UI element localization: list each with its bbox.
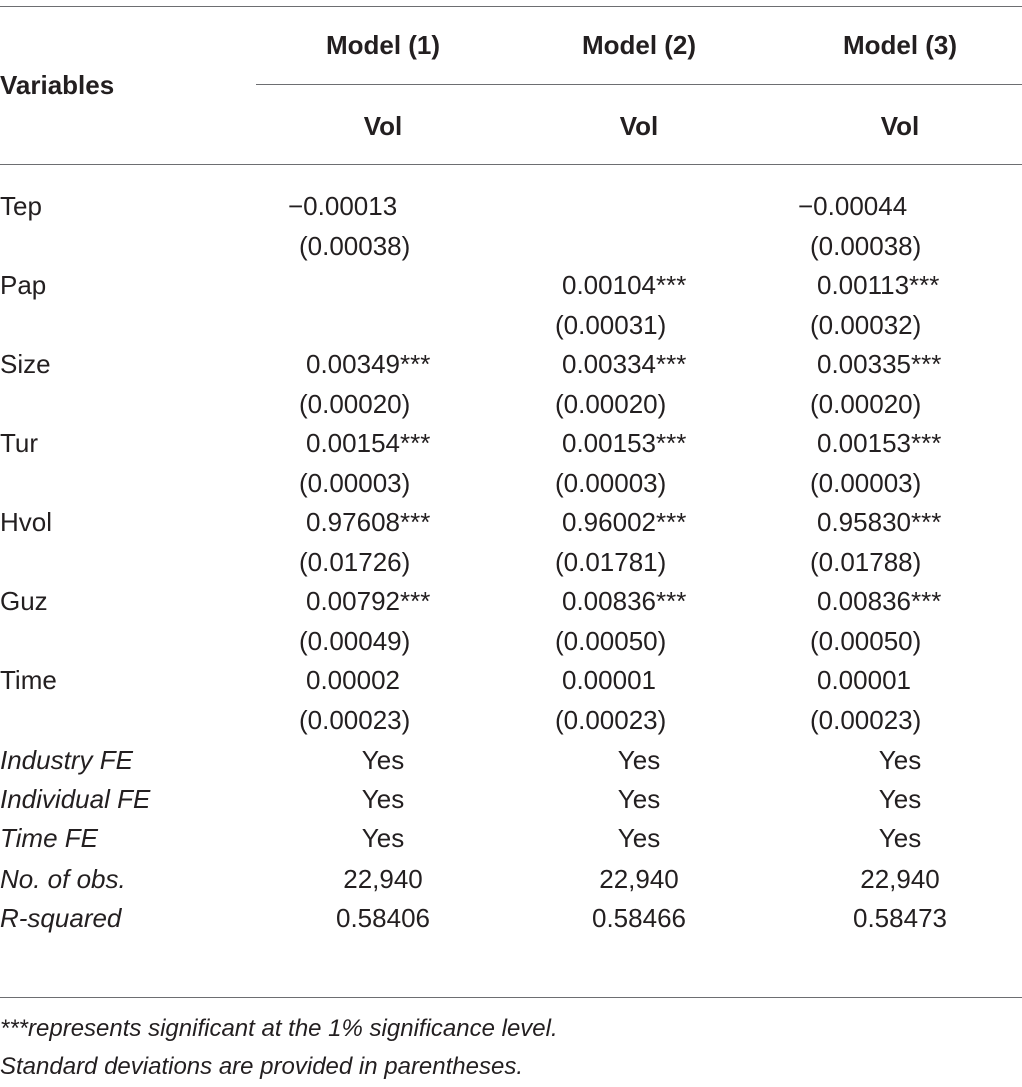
row-label-industry-fe: Industry FE xyxy=(0,745,133,775)
r-squared-model-1: 0.58406 xyxy=(336,903,430,933)
footer-rule xyxy=(0,997,1022,998)
row-label-r-squared: R-squared xyxy=(0,903,122,933)
size-model-3-se: (0.00020) xyxy=(810,389,922,419)
size-model-2-se: (0.00020) xyxy=(555,389,667,419)
model-1-dep-var: Vol xyxy=(363,111,403,141)
time-model-1-coef: 0.00002 xyxy=(306,665,400,695)
time-model-3-coef: 0.00001 xyxy=(817,665,911,695)
hvol-model-1-se: (0.01726) xyxy=(299,547,411,577)
row-label-time: Time xyxy=(0,665,57,695)
model-3-dep-var: Vol xyxy=(880,111,920,141)
pap-model-3-coef: 0.00113*** xyxy=(817,270,940,300)
obs-model-1: 22,940 xyxy=(343,864,423,894)
size-model-2-coef: 0.00334*** xyxy=(562,349,687,379)
header-bottom-rule xyxy=(0,164,1022,165)
industry-fe-model-2: Yes xyxy=(617,745,661,775)
guz-model-2-coef: 0.00836*** xyxy=(562,586,687,616)
obs-model-2: 22,940 xyxy=(599,864,679,894)
hvol-model-3-se: (0.01788) xyxy=(810,547,922,577)
time-fe-model-1: Yes xyxy=(361,823,405,853)
tur-model-3-se: (0.00003) xyxy=(810,468,922,498)
model-1-header: Model (1) xyxy=(325,30,441,60)
footnote-standard-deviations: Standard deviations are provided in parentheses. xyxy=(0,1053,524,1080)
hvol-model-2-se: (0.01781) xyxy=(555,547,667,577)
model-3-header: Model (3) xyxy=(842,30,958,60)
row-label-time-fe: Time FE xyxy=(0,823,98,853)
hvol-model-1-coef: 0.97608*** xyxy=(306,507,431,537)
row-label-size: Size xyxy=(0,349,51,379)
footnote-significance: ***represents significant at the 1% significance level. xyxy=(0,1015,558,1042)
tur-model-1-se: (0.00003) xyxy=(299,468,411,498)
row-label-tep: Tep xyxy=(0,191,42,221)
tur-model-1-coef: 0.00154*** xyxy=(306,428,431,458)
row-label-obs: No. of obs. xyxy=(0,864,126,894)
time-model-1-se: (0.00023) xyxy=(299,705,411,735)
tep-model-1-se: (0.00038) xyxy=(299,231,411,261)
row-label-tur: Tur xyxy=(0,428,39,458)
row-label-pap: Pap xyxy=(0,270,47,300)
obs-model-3: 22,940 xyxy=(860,864,940,894)
tur-model-2-coef: 0.00153*** xyxy=(562,428,687,458)
guz-model-1-se: (0.00049) xyxy=(299,626,411,656)
guz-model-3-coef: 0.00836*** xyxy=(817,586,942,616)
time-fe-model-3: Yes xyxy=(878,823,922,853)
row-label-hvol: Hvol xyxy=(0,507,53,537)
row-label-guz: Guz xyxy=(0,586,48,616)
guz-model-1-coef: 0.00792*** xyxy=(306,586,431,616)
individual-fe-model-1: Yes xyxy=(361,784,405,814)
guz-model-3-se: (0.00050) xyxy=(810,626,922,656)
variables-header: Variables xyxy=(0,70,115,100)
individual-fe-model-2: Yes xyxy=(617,784,661,814)
time-model-2-coef: 0.00001 xyxy=(562,665,656,695)
pap-model-3-se: (0.00032) xyxy=(810,310,922,340)
size-model-1-se: (0.00020) xyxy=(299,389,411,419)
time-fe-model-2: Yes xyxy=(617,823,661,853)
time-model-3-se: (0.00023) xyxy=(810,705,922,735)
individual-fe-model-3: Yes xyxy=(878,784,922,814)
tur-model-2-se: (0.00003) xyxy=(555,468,667,498)
r-squared-model-2: 0.58466 xyxy=(592,903,686,933)
tep-model-1-coef: −0.00013 xyxy=(288,191,398,221)
pap-model-2-coef: 0.00104*** xyxy=(562,270,687,300)
hvol-model-2-coef: 0.96002*** xyxy=(562,507,687,537)
time-model-2-se: (0.00023) xyxy=(555,705,667,735)
size-model-1-coef: 0.00349*** xyxy=(306,349,431,379)
top-rule xyxy=(0,6,1022,7)
model-2-dep-var: Vol xyxy=(619,111,659,141)
pap-model-2-se: (0.00031) xyxy=(555,310,667,340)
hvol-model-3-coef: 0.95830*** xyxy=(817,507,942,537)
tep-model-3-se: (0.00038) xyxy=(810,231,922,261)
header-mid-rule xyxy=(256,84,1022,85)
size-model-3-coef: 0.00335*** xyxy=(817,349,942,379)
model-2-header: Model (2) xyxy=(581,30,697,60)
row-label-individual-fe: Individual FE xyxy=(0,784,151,814)
tur-model-3-coef: 0.00153*** xyxy=(817,428,942,458)
tep-model-3-coef: −0.00044 xyxy=(798,191,908,221)
industry-fe-model-3: Yes xyxy=(878,745,922,775)
guz-model-2-se: (0.00050) xyxy=(555,626,667,656)
r-squared-model-3: 0.58473 xyxy=(853,903,947,933)
industry-fe-model-1: Yes xyxy=(361,745,405,775)
